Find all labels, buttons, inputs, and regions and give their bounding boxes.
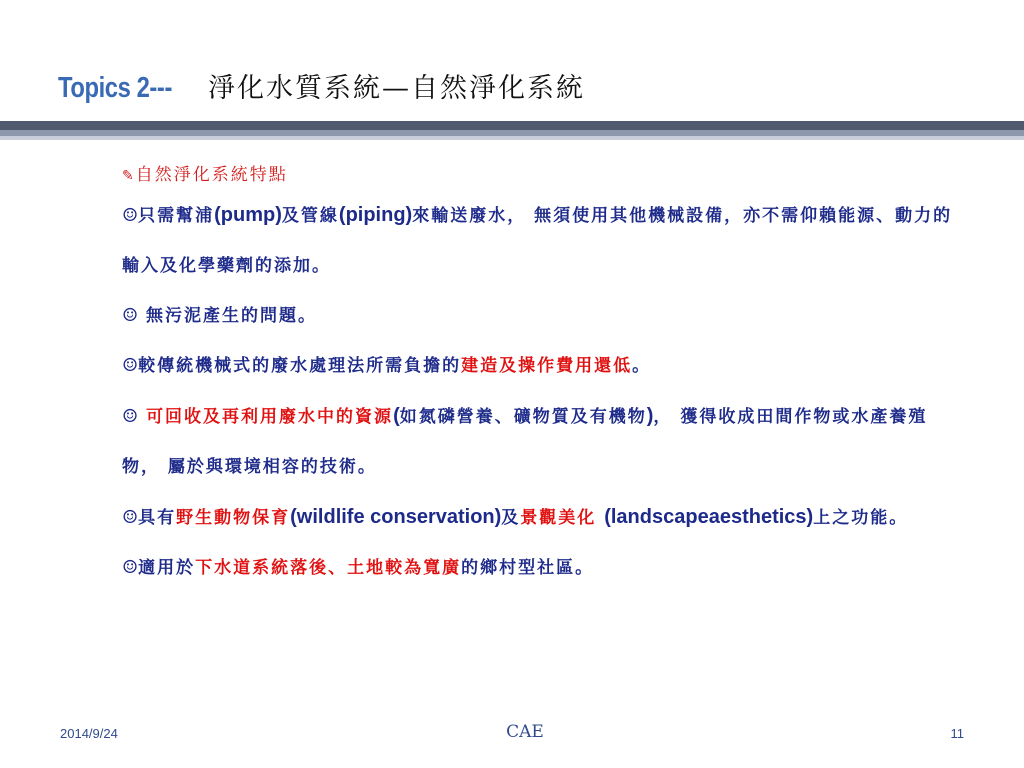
smiley-icon: ☺ xyxy=(122,406,139,427)
bullet-text: 的鄉村型社區。 xyxy=(461,558,595,578)
bullet-list xyxy=(122,190,962,593)
bullet-text: 較傳統機械式的廢水處理法所需負擔的 xyxy=(138,356,462,376)
bullet-text: ， 獲得收成田間作物或水產養殖物， 屬於與環境相容的技術。 xyxy=(122,407,928,477)
section-heading-text: 自然淨化系統特點 xyxy=(135,165,288,185)
bullet-text: 及管線 xyxy=(281,206,339,226)
bullet-text: ) xyxy=(646,405,654,427)
bullet-text: 適用於 xyxy=(138,558,196,578)
slide-body xyxy=(122,160,962,593)
bullet-text: (wildlife conservation) xyxy=(290,506,502,528)
bullet-item xyxy=(122,543,962,593)
bullet-text: (piping) xyxy=(338,204,413,226)
highlight-text: 建造及操作費用還低 xyxy=(461,356,633,376)
slide-title xyxy=(58,66,585,116)
bullet-text: ( xyxy=(393,405,400,427)
bullet-item xyxy=(122,391,962,492)
bullet-text: 及 xyxy=(501,508,521,528)
bullet-text: 上之功能。 xyxy=(813,508,909,528)
highlight-text: 景觀美化 xyxy=(520,508,597,528)
smiley-icon: ☺ xyxy=(122,507,139,528)
bullet-text: (landscapeaesthetics) xyxy=(604,506,814,528)
bullet-item xyxy=(122,291,962,341)
bullet-text: 。 xyxy=(632,356,652,376)
footer-date: 2014/9/24 xyxy=(60,726,118,741)
highlight-text: 下水道系統落後、土地較為寬廣 xyxy=(195,558,462,578)
page-number: 11 xyxy=(950,726,964,741)
bullet-item xyxy=(122,341,962,391)
smiley-icon: ☺ xyxy=(122,557,139,578)
bullet-item xyxy=(122,190,962,291)
bullet-item xyxy=(122,492,962,543)
title-prefix: Topics 2--- xyxy=(58,72,172,104)
smiley-icon: ☺ xyxy=(122,305,139,326)
bullet-text: (pump) xyxy=(214,204,282,226)
smiley-icon: ☺ xyxy=(122,205,139,226)
bullet-text: 來輸送廢水， 無須使用其他機械設備，亦不需仰賴能源、動力的輸入及化學藥劑的添加。 xyxy=(122,206,953,276)
bullet-text: 只需幫浦 xyxy=(138,206,215,226)
smiley-icon: ☺ xyxy=(122,355,139,376)
highlight-text: 野生動物保育 xyxy=(176,508,291,528)
bullet-text: 如氮磷營養、礦物質及有機物 xyxy=(399,407,647,427)
bullet-text xyxy=(138,407,146,427)
title-main: 淨化水質系統—自然淨化系統 xyxy=(208,73,585,104)
footer-label: CAE xyxy=(506,722,544,742)
highlight-text: 可回收及再利用廢水中的資源 xyxy=(146,407,394,427)
section-heading xyxy=(122,160,962,190)
pen-icon: ✎ xyxy=(122,168,134,184)
bullet-text: 具有 xyxy=(138,508,177,528)
title-divider-bar-light xyxy=(0,136,1024,140)
bullet-text: 無污泥產生的問題。 xyxy=(138,306,318,326)
title-divider-bar xyxy=(0,121,1024,130)
